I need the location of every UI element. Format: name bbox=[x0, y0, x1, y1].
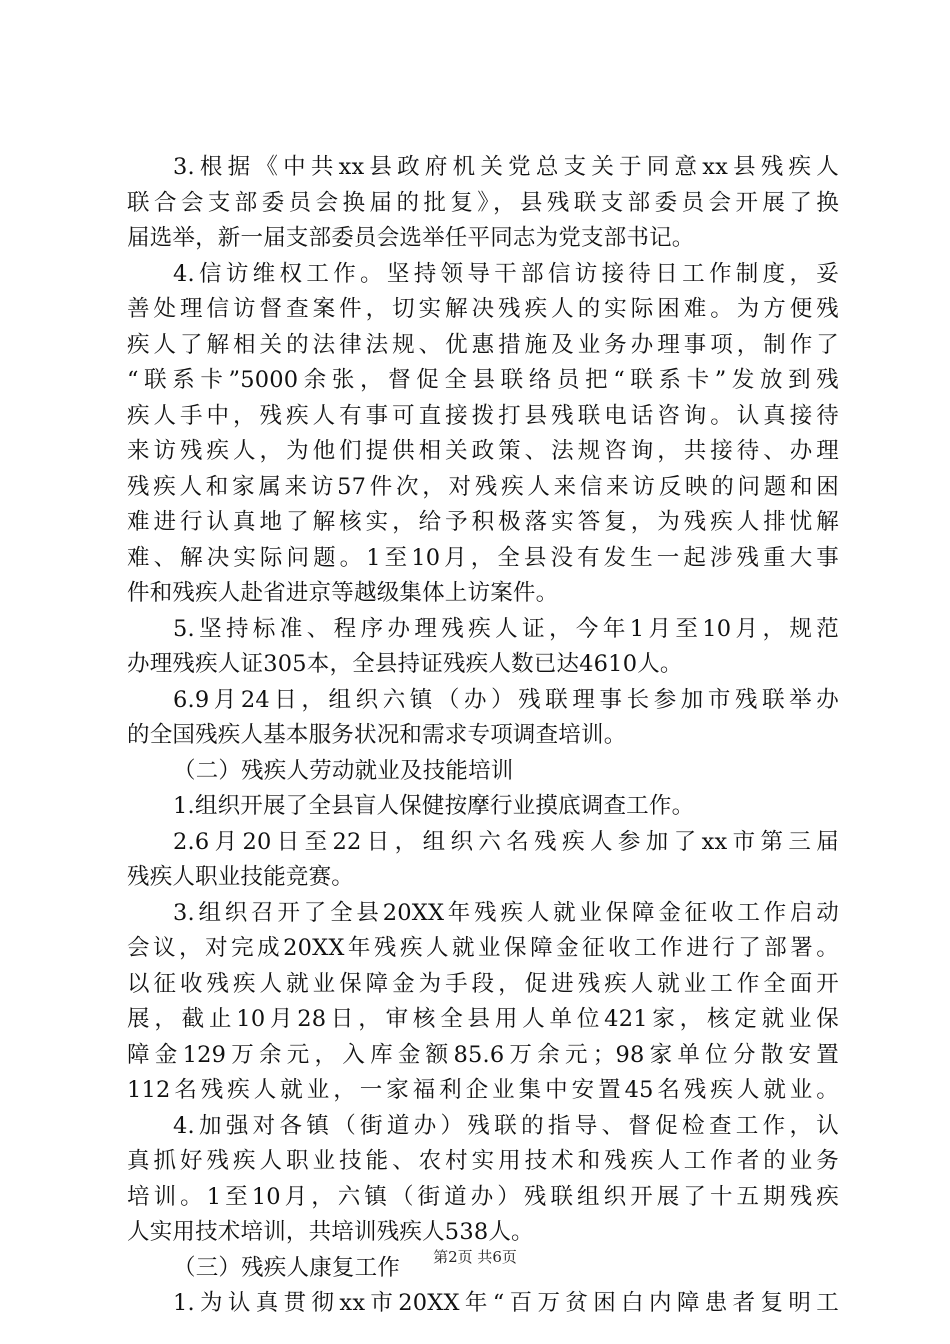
text-line: 以征收残疾人就业保障金为手段，促进残疾人就业工作全面开 bbox=[127, 970, 839, 997]
text-line: 培训。1至10月，六镇（街道办）残联组织开展了十五期残疾 bbox=[127, 1183, 839, 1210]
text-line: 1.为认真贯彻xx市20XX年“百万贫困白内障患者复明工 bbox=[173, 1290, 839, 1316]
text-line: 难进行认真地了解核实，给予积极落实答复，为残疾人排忧解 bbox=[127, 509, 839, 535]
text-line: 办理残疾人证305本，全县持证残疾人数已达4610人。 bbox=[127, 651, 683, 677]
text-line: 5.坚持标准、程序办理残疾人证，今年1月至10月，规范 bbox=[173, 615, 839, 642]
text-line: 会议，对完成20XX年残疾人就业保障金征收工作进行了部署。 bbox=[127, 935, 839, 961]
text-line: （二）残疾人劳动就业及技能培训 bbox=[173, 757, 514, 784]
text-line: 残疾人职业技能竞赛。 bbox=[127, 864, 355, 890]
text-line: 联合会支部委员会换届的批复》，县残联支部委员会开展了换 bbox=[127, 189, 839, 216]
text-line: 1.组织开展了全县盲人保健按摩行业摸底调查工作。 bbox=[173, 793, 695, 819]
text-line: 3.根据《中共xx县政府机关党总支关于同意xx县残疾人 bbox=[173, 154, 839, 180]
text-line: 的全国残疾人基本服务状况和需求专项调查培训。 bbox=[127, 722, 627, 748]
text-line: 届选举，新一届支部委员会选举任平同志为党支部书记。 bbox=[127, 225, 695, 251]
text-line: 疾人手中，残疾人有事可直接拨打县残联电话咨询。认真接待 bbox=[127, 402, 839, 429]
text-line: 件和残疾人赴省进京等越级集体上访案件。 bbox=[127, 580, 559, 606]
text-line: “联系卡”5000余张，督促全县联络员把“联系卡”发放到残 bbox=[127, 367, 839, 393]
text-line: 疾人了解相关的法律法规、优惠措施及业务办理事项，制作了 bbox=[127, 331, 839, 358]
text-line: 4.信访维权工作。坚持领导干部信访接待日工作制度，妥 bbox=[173, 260, 839, 287]
text-line: 112名残疾人就业，一家福利企业集中安置45名残疾人就业。 bbox=[127, 1077, 839, 1103]
text-line: 真抓好残疾人职业技能、农村实用技术和残疾人工作者的业务 bbox=[127, 1148, 839, 1174]
text-line: 障金129万余元，入库金额85.6万余元；98家单位分散安置 bbox=[127, 1041, 839, 1068]
text-line: 4.加强对各镇（街道办）残联的指导、督促检查工作，认 bbox=[173, 1112, 839, 1139]
text-line: 2.6月20日至22日，组织六名残疾人参加了xx市第三届 bbox=[173, 828, 839, 855]
text-line: 展，截止10月28日，审核全县用人单位421家，核定就业保 bbox=[127, 1006, 839, 1032]
text-line: 3.组织召开了全县20XX年残疾人就业保障金征收工作启动 bbox=[173, 899, 839, 926]
text-line: 善处理信访督查案件，切实解决残疾人的实际困难。为方便残 bbox=[127, 296, 839, 322]
text-line: 人实用技术培训，共培训残疾人538人。 bbox=[127, 1219, 534, 1245]
text-line: 6.9月24日，组织六镇（办）残联理事长参加市残联举办 bbox=[173, 686, 839, 713]
text-line: 残疾人和家属来访57件次，对残疾人来信来访反映的问题和困 bbox=[127, 473, 839, 500]
text-line: 来访残疾人，为他们提供相关政策、法规咨询，共接待、办理 bbox=[127, 438, 839, 464]
page-footer: 第2页 共6页 bbox=[433, 1248, 517, 1266]
text-line: 难、解决实际问题。1至10月，全县没有发生一起涉残重大事 bbox=[127, 544, 839, 571]
body-text bbox=[127, 150, 839, 1322]
text-line: （三）残疾人康复工作 bbox=[173, 1254, 401, 1281]
